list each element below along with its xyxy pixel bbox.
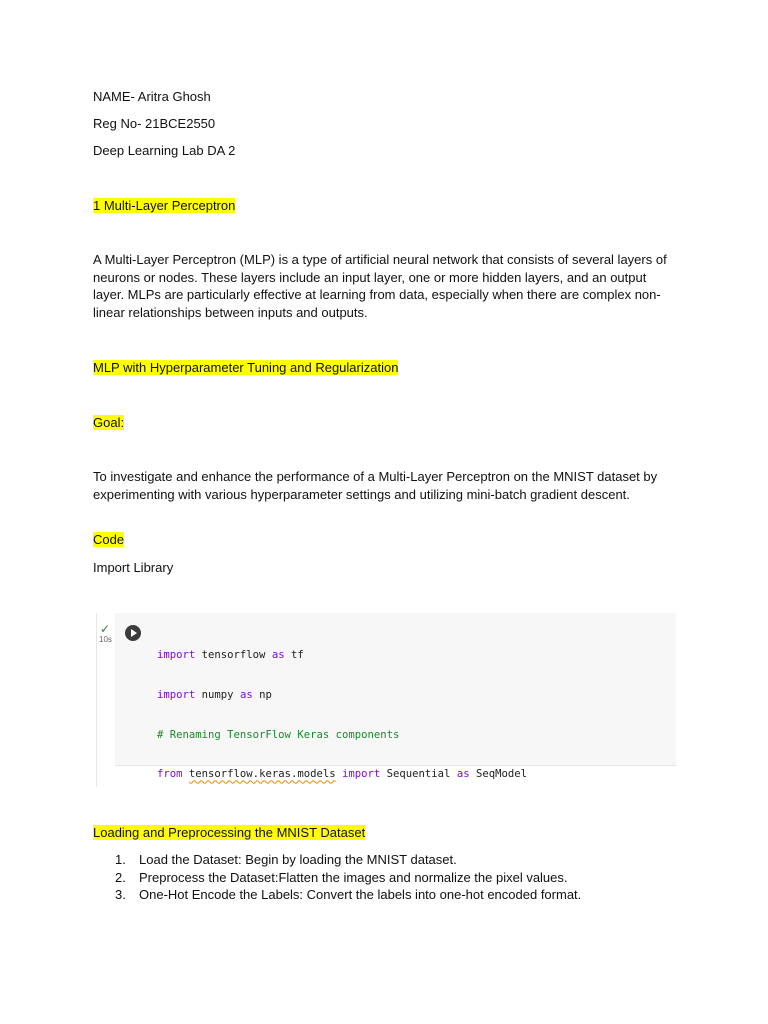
course-title: Deep Learning Lab DA 2 bbox=[93, 143, 236, 158]
student-name: NAME- Aritra Ghosh bbox=[93, 89, 211, 104]
tuning-heading bbox=[93, 359, 398, 377]
goal-heading bbox=[93, 414, 124, 432]
tuning-heading-text: MLP with Hyperparameter Tuning and Regularization bbox=[93, 360, 399, 375]
mlp-heading-text: 1 Multi-Layer Perceptron bbox=[93, 198, 236, 213]
list-item: 3. One-Hot Encode the Labels: Convert the labels into one-hot encoded format. bbox=[115, 887, 582, 902]
run-cell-button[interactable] bbox=[125, 625, 141, 641]
code-line: from tensorflow.keras.models import Sequential as SeqModel bbox=[157, 768, 527, 781]
goal-paragraph: To investigate and enhance the performance of a Multi-Layer Perceptron on the MNIST dataset by experimenting with various hyperparameter settings and utilizing mini-batch gradient descent. bbox=[93, 469, 658, 502]
loading-heading bbox=[93, 824, 365, 842]
check-icon: ✓ bbox=[100, 622, 111, 636]
code-heading bbox=[93, 531, 124, 549]
code-line: # Renaming TensorFlow Keras components bbox=[157, 728, 400, 741]
goal-heading-text: Goal: bbox=[93, 415, 125, 430]
code-line: import numpy as np bbox=[157, 688, 272, 701]
registration-number: Reg No- 21BCE2550 bbox=[93, 116, 216, 131]
import-library-label: Import Library bbox=[93, 560, 174, 575]
list-item: 1. Load the Dataset: Begin by loading the MNIST dataset. bbox=[115, 852, 457, 867]
mlp-intro-paragraph: A Multi-Layer Perceptron (MLP) is a type of artificial neural network that consists of several layers of neurons or nodes. These layers include an input layer, one or more hidden layers, and an output layer. MLPs are particularly effective at learning from data, especially when there are complex non-linear relationships between inputs and outputs. bbox=[93, 252, 667, 320]
execution-time: 10s bbox=[99, 635, 112, 644]
code-heading-text: Code bbox=[93, 532, 125, 547]
preprocessing-steps-list bbox=[93, 851, 581, 904]
loading-heading-text: Loading and Preprocessing the MNIST Dataset bbox=[93, 825, 366, 840]
mlp-heading bbox=[93, 197, 235, 215]
cell-gutter bbox=[97, 613, 115, 787]
code-cell[interactable] bbox=[96, 613, 676, 787]
code-line: import tensorflow as tf bbox=[157, 649, 304, 661]
code-editor[interactable] bbox=[157, 624, 648, 787]
list-item: 2. Preprocess the Dataset:Flatten the images and normalize the pixel values. bbox=[115, 869, 568, 885]
